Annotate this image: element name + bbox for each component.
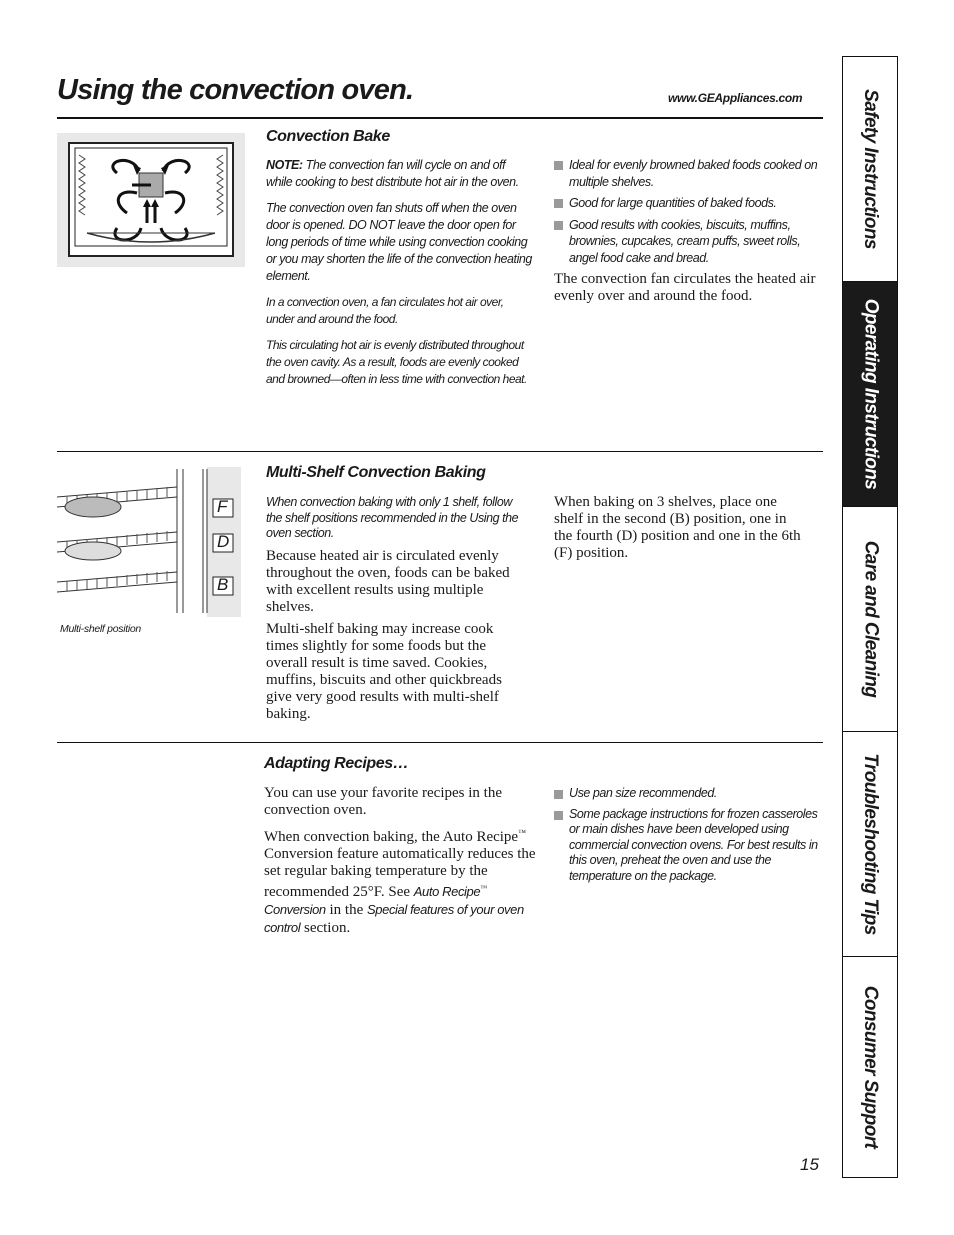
tab-operating-instructions[interactable]: Operating Instructions (843, 282, 897, 507)
door-warning-text: The convection oven fan shuts off when the oven door is opened. DO NOT leave the door open for long periods of time while using convection cooking or you may shorten the life of the convection heating element. (266, 201, 532, 283)
three-shelves-text: When baking on 3 shelves, place one shelf in the second (B) position, one in the fourth (D) position and one in the 6th (F) position. (554, 494, 801, 561)
shelf-label-d: D (217, 532, 229, 551)
website-link[interactable]: www.GEAppliances.com (668, 91, 803, 105)
multi-shelf-caption: Multi-shelf position (60, 623, 141, 635)
auto-recipe-text: When convection baking, the Auto Recipe™ Conversion feature automatically reduces the set regular baking temperature by the recommended 25°F. See Auto Recipe™ Conversion in the Special features of your oven control section. (264, 828, 536, 936)
adapting-recipes-bullets (554, 786, 822, 889)
hot-air-caption-text: This circulating hot air is evenly distributed throughout the oven cavity. As a result, foods are evenly cooked and browned—often in less time with convection heat. (266, 338, 527, 386)
bullet-square-icon (554, 221, 563, 230)
oven-fan-diagram-icon (57, 133, 245, 267)
tab-troubleshooting-tips[interactable]: Troubleshooting Tips (843, 732, 897, 957)
fan-caption-text: In a convection oven, a fan circulates hot air over, under and around the food. (266, 295, 504, 326)
convection-bake-bullets (554, 157, 820, 305)
note-label: NOTE: (266, 158, 303, 172)
section-divider (57, 451, 823, 452)
note-text: The convection fan will cycle on and off while cooking to best distribute hot air in the oven. (266, 158, 519, 189)
bullet-square-icon (554, 199, 563, 208)
tab-consumer-support[interactable]: Consumer Support (860, 985, 881, 1149)
page-number: 15 (800, 1155, 819, 1174)
single-shelf-note: When convection baking with only 1 shelf, follow the shelf positions recommended in the Using the oven section. (266, 495, 519, 540)
bullet-square-icon (554, 790, 563, 799)
page-title: Using the convection oven. (57, 74, 414, 106)
shelf-label-b: B (217, 575, 228, 594)
multi-shelf-illustration (57, 467, 241, 617)
header-rule (57, 117, 823, 119)
favorite-recipes-text: You can use your favorite recipes in the convection oven. (264, 785, 502, 818)
convection-bake-heading: Convection Bake (266, 128, 390, 145)
convection-bake-notes (266, 157, 534, 397)
tab-safety-instructions[interactable]: Safety Instructions (843, 57, 897, 282)
convection-oven-illustration (57, 133, 245, 267)
adapting-recipes-body (264, 785, 536, 942)
shelf-label-f: F (217, 497, 227, 516)
multi-shelf-body (266, 495, 526, 728)
heated-air-text: Because heated air is circulated evenly throughout the oven, foods can be baked with excellent results using multiple shelves. (266, 547, 510, 615)
bullet-square-icon (554, 161, 563, 170)
list-item: Use pan size recommended. (554, 786, 822, 802)
fan-circulates-text: The convection fan circulates the heated air evenly over and around the food. (554, 271, 816, 304)
adapting-recipes-heading: Adapting Recipes… (264, 755, 409, 772)
section-divider (57, 742, 823, 743)
oven-racks-icon (57, 467, 241, 617)
multi-shelf-time-text: Multi-shelf baking may increase cook times slightly for some foods but the overall result is time saved. Cookies, muffins, biscuits and other quickbreads give very good results with multi-shelf baking. (266, 620, 502, 722)
list-item: Some package instructions for frozen casseroles or main dishes have been developed using commercial convection ovens. For best results in this oven, preheat the oven and use the temperature on the package. (554, 807, 822, 885)
list-item: Good for large quantities of baked foods. (554, 195, 820, 212)
bullet-square-icon (554, 811, 563, 820)
multi-shelf-heading: Multi-Shelf Convection Baking (266, 464, 486, 481)
tab-care-and-cleaning[interactable]: Care and Cleaning (843, 507, 897, 732)
list-item: Ideal for evenly browned baked foods cooked on multiple shelves. (554, 157, 820, 190)
section-tabs-sidebar (842, 56, 898, 1178)
list-item: Good results with cookies, biscuits, muffins, brownies, cupcakes, cream puffs, sweet rolls, angel food cake and bread. (554, 217, 820, 267)
